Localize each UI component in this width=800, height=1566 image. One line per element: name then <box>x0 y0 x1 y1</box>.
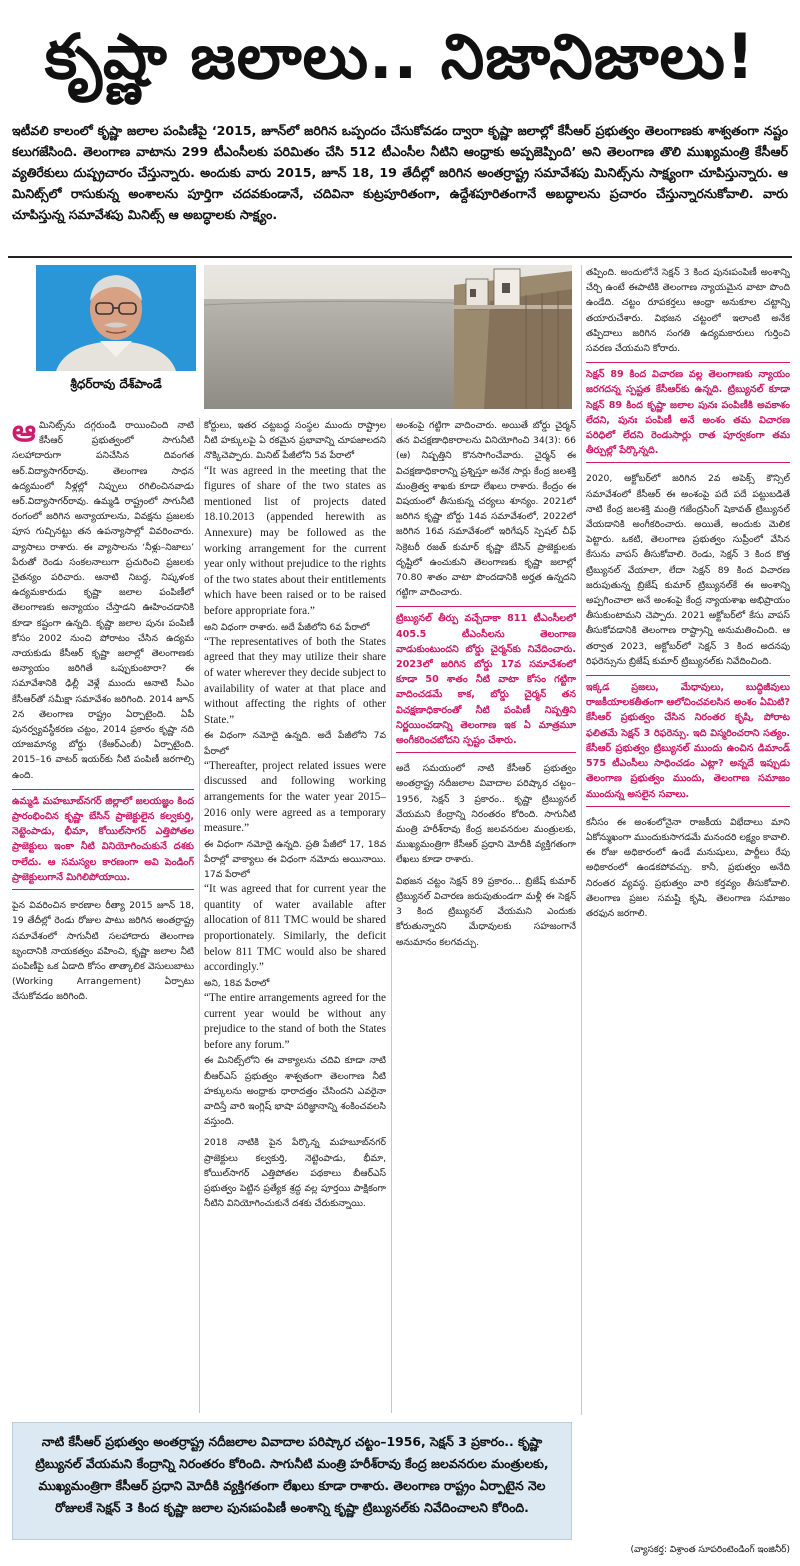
lead-paragraph: ఇటీవలి కాలంలో కృష్ణా జలాల పంపిణీపై ‘2015, జూన్‌లో జరిగిన ఒప్పందం చేసుకోవడం ద్వారా కృష్ణా జలాల్లో కేసీఆర్ ప్రభుత్వం తెలంగాణకు శాశ్వతంగా నష్టం కలుగజేసింది. తెలంగాణ వాటాను 299 టీఎంసీలకు పరిమితం చేసి 512 టీఎంసీల నీటిని ఆంధ్రాకు అప్పజెప్పింది’ అని తెలంగాణ తొలి ముఖ్యమంత్రి కేసీఆర్ వ్యతిరేకులు దుష్ప్రచారం చేస్తున్నారు. అందుకు వారు 2015, జూన్ 18, 19 తేదీల్లో జరిగిన అంతర్రాష్ట్ర సమావేశపు మినిట్స్‌ను సాక్ష్యంగా చూపిస్తున్నారు. ఆ మినిట్స్‌లో రాసుకున్న అంశాలను పూర్తిగా చదవకుండానే, చదివినా కుట్రపూరితంగా, ఉద్దేశపూరితంగానే అబద్ధాలను ప్రచారం చేస్తున్నారనుకోవాలి. వారు చూపిస్తున్న సమావేశపు మినిట్స్ ఆ అబద్ధాలకు సాక్ష్యం. <box>12 123 788 222</box>
article-column-2 <box>204 418 386 1418</box>
author-byline: (వ్యాసకర్త: విశ్రాంత సూపరింటెండింగ్ ఇంజినీర్) <box>630 1545 790 1555</box>
dam-image <box>204 265 572 409</box>
paragraph: పైన వివరించిన కారణాల రీత్యా 2015 జూన్ 18, 19 తేదీల్లో రెండు రోజుల పాటు జరిగిన అంతర్రాష్ట్ర సమావేశంలో సాగునీటి సలహాదారు తెలంగాణ బృందానికి నాయకత్వం వహించి, కృష్ణా జలాల నీటి పంపిణీపై ఒక ఏడాది కోసం తాత్కాలిక వెసులుబాటు (Working Arrangement) ఏర్పాటు చేసుకోవడం జరిగింది. <box>12 900 194 1003</box>
pull-quote: ట్రిబ్యునల్ తీర్పు వచ్చేదాకా 811 టీఎంసీలలో 405.5 టీఎంసీలను తెలంగాణ వాడుకుంటుందని బోర్డు చైర్మన్‌కు నివేదించారు. 2023లో జరిగిన బోర్డు 17వ సమావేశంలో కూడా 50 శాతం నీటి వాటా కోసం గట్టిగా వాదించడమే కాక, బోర్డు చైర్మన్ తన విచక్షణాధికారంతో నీటి పంపిణీ నిష్పత్తిని నిర్ణయించడాన్ని తెలంగాణ ఇక ఏ మాత్రమూ అంగీకరించబోదని స్పష్టం చేశారు. <box>396 606 576 753</box>
paragraph: 2020, అక్టోబర్‌లో జరిగిన 2వ అపెక్స్ కౌన్సిల్ సమావేశంలో కేసీఆర్ ఈ అంశంపై పదే పదే పట్టుబడితే నాటి కేంద్ర జలశక్తి మంత్రి గజేంద్రసింగ్ షెకావత్ ట్రిబ్యునల్ వేయడానికి అంగీకరించారు. అయితే, అందుకు మెలిక పెట్టారు. ఒకటి, తెలంగాణ ప్రభుత్వం సుప్రీంలో వేసిన కేసును వాపస్ తీసుకోవాలి. రెండు, సెక్షన్ 3 కింద కొత్త ట్రిబ్యునల్ వేయాలా, లేదా సెక్షన్ 89 కింద విచారణ జరుపుతున్న బ్రిజేష్ కుమార్ ట్రిబ్యునల్‌కే ఈ అంశాన్ని అప్పగించాలా అనే అంశంపై కేంద్ర న్యాయశాఖ అభిప్రాయం తీసుకుంటామని చెప్పారు. 2021 అక్టోబర్‌లో కేసు వాపస్ తీసుకోవడానికి తెలంగాణ రాష్ట్రాన్ని అనుమతించింది. ఆ తర్వాత 2023, అక్టోబర్‌లో సెక్షన్ 3 కింద అదనపు రిఫరెన్సును బ్రిజేష్ కుమార్ ట్రిబ్యునల్‌కు నివేదించింది. <box>586 473 790 667</box>
author-photo <box>36 265 196 371</box>
paragraph <box>12 418 194 783</box>
paragraph-text: మినిట్స్‌ను దగ్గరుండి రాయించింది నాటి కేసీఆర్ ప్రభుత్వంలో సాగునీటి సలహాదారుగా పనిచేసిన దివంగత ఆర్.విద్యాసాగర్‌రావు. తెలంగాణ సాధన ఉద్యమంలో నీళ్లల్లో నిప్పులు రగిలించినవాడు ఆర్.విద్యాసాగర్‌రావు. ఉమ్మడి రాష్ట్రంలో సాగునీటి రంగంలో జరిగిన అన్యాయాలను, వివక్షను ప్రజలకు పూస గుచ్చినట్టు తన ఉపన్యాసాల్లో వివరించారు. వ్యాసాలు రాశారు. ఈ వ్యాసాలను ‘నీళ్లు–నిజాలు’ పేరుతో రెండు సంకలనాలుగా ప్రచురించి ప్రజలకు చైతన్యం పరిచారు. ఆనాటి నిబద్ధ, నిష్కళంక ఉద్యమకారుడు కృష్ణా జలాల పంపిణీలో తెలంగాణకు అన్యాయం చేస్తాడని ఊహించడానికి కూడా కష్టంగా ఉన్నది. కృష్ణా జలాల పునః పంపిణీ కోసం 2002 నుంచి పోరాటం చేసిన ఉద్యమ నాయకుడు కేసీఆర్ కృష్ణా జలాల్లో తెలంగాణకు అన్యాయం జరిగితే ఒప్పుకుంటారా? ఈ సమావేశానికి ఢిల్లీ వెళ్లే ముందు ఆనాటి సీఎం కేసీఆర్‌తో సమీక్షా సమావేశం జరిగింది. 2014 జూన్ 2న తెలంగాణ రాష్ట్రం ఏర్పాటైంది. ఏపీ పునర్వ్యవస్థీకరణ చట్టం, 2014 ప్రకారం కృష్ణా నది యాజమాన్య బోర్డు (కేఆర్ఎంబీ) ఏర్పాటైంది. 2015–16 వాటర్ ఇయర్‌కు నీటి పంపిణీ జరగాల్సి ఉంది. <box>12 420 194 781</box>
paragraph: ఈ విధంగా నమోదై ఉన్నది. అదే పేజీలోని 7వ పేరాలో <box>204 730 386 757</box>
paragraph: అంశంపై గట్టిగా వాదించారు. అయితే బోర్డు చైర్మన్ తన విచక్షణాధికారాలను వినియోగించి 34(3): 66 (ఆ) నిష్పత్తిని కొనసాగించేవారు. చైర్మన్ ఈ విచక్షణాధికారాన్ని ప్రశ్నిస్తూ అనేక సార్లు కేంద్ర జలశక్తి మంత్రిత్వ శాఖకు కూడా లేఖలు రాశారు. కేంద్రం ఈ విషయంలో తీసుకున్న చర్యలు శూన్యం. 2021లో జరిగిన కృష్ణా బోర్డు 14వ సమావేశంలో, 2022లో జరిగిన 16వ సమావేశంలో ఇరిగేషన్ స్పెషల్ చీఫ్ సెక్రెటరీ రజత్ కుమార్ కృష్ణా బేసిన్ ప్రాజెక్టులకు దృష్టిలో ఉంచుకుని తెలంగాణకు కృష్ణా జలాల్లో 70.80 శాతం వాటా పొందడానికి అర్హత ఉన్నదని గట్టిగా వాదించారు. <box>396 420 576 599</box>
paragraph: కోర్టులు, ఇతర చట్టబద్ధ సంస్థల ముందు రాష్ట్రాల నీటి హక్కులపై ఏ రకమైన ప్రభావాన్ని చూపజాలదని నొక్కిచెప్పారు. మినిట్ పేజీలోని 5వ పేరాలో <box>204 420 386 462</box>
paragraph: కనీసం ఈ అంశంలోనైనా రాజకీయ విభేదాలు మాని ఏకోన్ముఖంగా ముందుకుసాగడమే మనందరి లక్ష్యం కావాలి. ఈ రోజు అధికారంలో ఉండే మనుషులు, పార్టీలు రేపు అధికారంలో ఉండకపోవచ్చు. కానీ, ప్రభుత్వం అనేది నిరంతర వ్యవస్థ. ప్రభుత్వం వారి కర్తవ్యం తీసుకోవాలి. తెలంగాణ ప్రజల సమష్టి కృషి, తెలంగాణ సమాజం తరఫున జరగాలి. <box>586 816 790 919</box>
column-rule <box>581 265 582 1415</box>
minutes-quote: “Thereafter, project related issues were discussed and following working arrangements for the water year 2015–2016 only were agreed as a temporary measure.” <box>204 759 386 835</box>
dam-photo <box>204 265 572 409</box>
paragraph: 2018 నాటికి పైన పేర్కొన్న మహబూబ్‌నగర్ ప్రాజెక్టులు కల్వకుర్తి, నెట్టెంపాడు, భీమా, కోయిల్‌సాగర్ ఎత్తిపోతల పథకాలు బీఆర్ఎస్ ప్రభుత్వం పెట్టిన ప్రత్యేక శ్రద్ధ వల్ల పూర్తయి పాక్షికంగా నీటిని వినియోగించుకునే దశకు చేరుకున్నాయి. <box>204 1137 386 1210</box>
minutes-quote: “The representatives of both the States agreed that they may utilize their share of water wherever they decide subject to availability of water at that place and without affecting the rights of other State.” <box>204 635 386 726</box>
highlight-box: నాటి కేసీఆర్ ప్రభుత్వం అంతర్రాష్ట్ర నదీజలాల వివాదాల పరిష్కార చట్టం–1956, సెక్షన్ 3 ప్రకారం.. కృష్ణా ట్రిబ్యునల్ వేయమని కేంద్రాన్ని నిరంతరం కోరింది. సాగునీటి మంత్రి హరీశ్‌రావు కేంద్ర జలవనరుల మంత్రులకు, ముఖ్యమంత్రిగా కేసీఆర్ ప్రధాని మోదీకి వ్యక్తిగతంగా లేఖలు కూడా రాశారు. తెలంగాణ రాష్ట్రం ఏర్పాటైన నెల రోజులకే సెక్షన్ 3 కింద కృష్ణా జలాల పునఃపంపిణీ అంశాన్ని కృష్ణా ట్రిబ్యునల్‌కు నివేదించాలని కోరింది. <box>12 1422 572 1540</box>
paragraph: అని విధంగా రాశారు. అదే పేజీలోని 6వ పేరాలో <box>204 621 370 633</box>
pull-quote: సెక్షన్ 89 కింద విచారణ వల్ల తెలంగాణకు న్యాయం జరగదన్న స్పష్టత కేసీఆర్‌కు ఉన్నది. ట్రిబ్యునల్ కూడా సెక్షన్ 89 కింద కృష్ణా జలాల పునః పంపిణీకి అవకాశం లేదని, పునః పంపిణీ అనే అంశం తమ విచారణ పరిధిలో లేదని రెండుసార్లు రాత పూర్వకంగా తమ తీర్పుల్లో పేర్కొన్నది. <box>586 362 790 463</box>
paragraph: విభజన చట్టం సెక్షన్ 89 ప్రకారం... బ్రిజేష్ కుమార్ ట్రిబ్యునల్ విచారణ జరుపుతుండగా మళ్లీ ఈ సెక్షన్ 3 కింద ట్రిబ్యునల్ వేయమని ఎందుకు కోరుతున్నారని మేధావులకు సహజంగానే అనుమానం కలగవచ్చు. <box>396 875 576 948</box>
pull-quote: ఇక్కడ ప్రజలు, మేధావులు, బుద్ధిజీవులు రాజకీయాలకతీతంగా ఆలోచించవలసిన అంశం ఏమిటి? కేసీఆర్ ప్రభుత్వం చేసిన నిరంతర కృషి, పోరాట ఫలితమే సెక్షన్ 3 రిఫరెన్సు. ఇది విస్మరించరాని సత్యం. కేసీఆర్ ప్రభుత్వం ట్రిబ్యునల్ ముందు ఉంచిన డిమాండ్ 575 టీఎంసీలు సాధించడం ఎట్లా? అన్నదే ఇప్పుడు తెలంగాణ ప్రభుత్వం ముందు, తెలంగాణ సమాజం ముందున్న అసలైన సవాలు. <box>586 675 790 807</box>
paragraph: అని, 18వ పేరాలో <box>204 977 270 989</box>
column-rule <box>391 418 392 1413</box>
author-portrait-image <box>36 265 196 371</box>
column-rule <box>199 418 200 1413</box>
article-column-3 <box>396 418 576 1418</box>
paragraph: ఈ మినిట్స్‌లోని ఈ వాక్యాలను చదివి కూడా నాటి బీఆర్ఎస్ ప్రభుత్వం శాశ్వతంగా తెలంగాణ నీటి హక్కులను అంధ్రాకు ధారాదత్తం చేసిందని ఎవరైనా వాదిస్తే వారి ఇంగ్లిష్ భాషా పరిజ్ఞానాన్ని శంకించవలసి వస్తుంది. <box>204 1055 386 1128</box>
article-column-4 <box>586 265 790 1420</box>
paragraph: తప్పింది. అందులోనే సెక్షన్ 3 కింద పునఃపంపిణీ అంశాన్ని చేర్చి ఉంటే ఈపాటికి తెలంగాణ న్యాయమైన వాటా పొంది ఉండేది. చట్టం రూపకర్తలు ఆంధ్రా అనుకూల చట్టాన్ని తయారుచేశారు. విభజన చట్టంలో ఇలాంటి అనేక తప్పిదాలు జరిగిన సంగతి ఉద్యమకారులు గుర్తించి సవరణ చేయమని కోరారు. <box>586 267 790 355</box>
pull-quote: ఉమ్మడి మహబూబ్‌నగర్ జిల్లాలో జలయజ్ఞం కింద ప్రారంభించిన కృష్ణా బేసిన్ ప్రాజెక్టులైన కల్వకుర్తి, నెట్టెంపాడు, భీమా, కోయిల్‌సాగర్ ఎత్తిపోతల ప్రాజెక్టులు ఇంకా నీటి వినియోగించుకునే దశకు రాలేదు. ఆ సమస్యల కారణంగా అవి పెండింగ్ ప్రాజెక్టులుగానే మిగిలిపోయాయి. <box>12 789 194 890</box>
minutes-quote: “The entire arrangements agreed for the current year would be without any prejudice to the stand of both the States before any forum.” <box>204 992 386 1051</box>
minutes-quote: “It was agreed that for current year the quantity of water available after allocation of 811 TMC would be shared proportionately. Similarly, the deficit below 811 TMC would also be shared accordingly.” <box>204 883 386 974</box>
author-name: శ్రీధర్‌రావు దేశ్‌పాండే <box>70 377 162 391</box>
lead-divider <box>8 256 792 258</box>
paragraph: ఈ విధంగా నమోదై ఉన్నది. ప్రతి పేజీలో 17, 18వ పేరాల్లో వాక్యాలు ఈ విధంగా నమోదు అయినాయి. 17వ పేరాలో <box>204 838 386 881</box>
minutes-quote: “It was agreed in the meeting that the figures of share of the two states as mentioned list of projects dated 18.10.2013 (appended herewith as Annexure) may be followed as the working arrangement for the current year only without prejudice to the rights of the two states about their entitlements which have been raised or to be raised before appropriate fora.” <box>204 464 386 617</box>
article-column-1 <box>12 418 194 1418</box>
dropcap: ఆ <box>12 418 36 449</box>
headline: కృష్ణా జలాలు.. నిజానిజాలు! <box>44 20 756 93</box>
paragraph: అదే సమయంలో నాటి కేసీఆర్ ప్రభుత్వం అంతర్రాష్ట్ర నదీజలాల వివాదాల పరిష్కార చట్టం–1956, సెక్షన్ 3 ప్రకారం.. కృష్ణా ట్రిబ్యునల్ వేయమని కేంద్రాన్ని నిరంతరం కోరింది. సాగునీటి మంత్రి హరీశ్‌రావు కేంద్ర జలవనరుల మంత్రులకు, ముఖ్యమంత్రిగా కేసీఆర్ ప్రధాని మోదీకి వ్యక్తిగతంగా లేఖలు కూడా రాశారు. <box>396 763 576 866</box>
